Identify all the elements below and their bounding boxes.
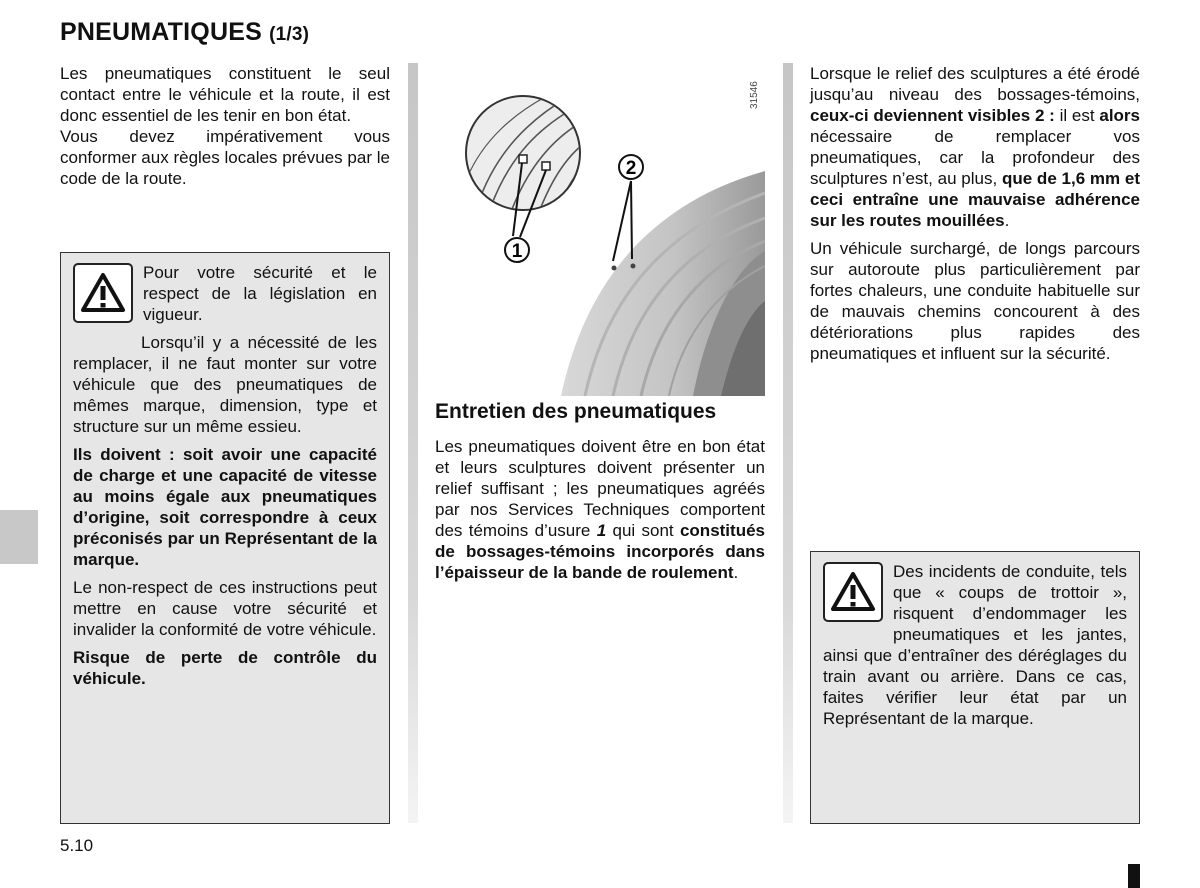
intro-paragraph-1: Les pneumatiques constituent le seul contact entre le véhicule et la route, il est donc essentiel de les tenir en bon état. [60, 64, 390, 125]
section-paragraph: Les pneumatiques doivent être en bon état et leurs sculptures doivent présenter un relief suffisant ; les pneumatiques agréés par nos Services Techniques comportent des témoins d’usure 1 qui sont constitués de bossages-témoins incorporés dans l’épaisseur de la bande de roulement. [435, 437, 765, 582]
callout-1-label: 1 [511, 241, 523, 262]
curb-warning-paragraph: Des incidents de conduite, tels que « coups de trottoir », risquent d’endommager les pneumatiques et les jantes, ainsi que d’entraîner des déréglages du train avant ou arrière. Dans ce cas, faites vérifier leur état par un Représentant de la marque. [823, 562, 1127, 728]
callout-2-label: 2 [625, 158, 637, 179]
safety-warning-box [60, 252, 390, 824]
page-title: PNEUMATIQUES (1/3) [60, 18, 310, 46]
illustration-reference: 31546 [749, 81, 760, 109]
column-separator-right [783, 63, 793, 823]
page-title-suffix: (1/3) [269, 24, 310, 45]
warning-paragraph-5: Risque de perte de contrôle du véhicule. [73, 648, 377, 688]
column-separator-left [408, 63, 418, 823]
wear-paragraph-1: Lorsque le relief des sculptures a été érodé jusqu’au niveau des bossages-témoins, ceux-ci deviennent visibles 2 : il est alors nécessaire de remplacer vos pneumatiques, car la profondeur des sculptures n’est, au plus, que de 1,6 mm et ceci entraîne une mauvaise adhérence sur les routes mouillées. [810, 64, 1141, 230]
wear-text [810, 63, 1140, 371]
section-text [435, 436, 765, 590]
wear-paragraph-2: Un véhicule surchargé, de longs parcours sur autoroute plus particulièrement par fortes chaleurs, une conduite habituelle sur de mauvais chemins concourent à des détériorations plus rapides des pneumatiques et influent sur la sécurité. [810, 239, 1140, 363]
tyre-wear-indicator-illustration [435, 63, 765, 396]
section-heading: Entretien des pneumatiques [435, 400, 717, 423]
intro-text [60, 63, 390, 196]
warning-paragraph-4: Le non-respect de ces instructions peut mettre en cause votre sécurité et invalider la conformité de votre véhicule. [73, 578, 377, 639]
page-number: 5.10 [60, 836, 94, 855]
chapter-tab [0, 510, 38, 564]
intro-paragraph-2: Vous devez impérativement vous conformer aux règles locales prévues par le code de la route. [60, 127, 390, 188]
warning-paragraph-3: Ils doivent : soit avoir une capacité de charge et une capacité de vitesse au moins égale aux pneumatiques d’origine, soit correspondre à ceux préconisés par un Représentant de la marque. [73, 445, 377, 569]
warning-triangle-icon [823, 562, 883, 622]
page-corner-mark [1128, 864, 1140, 888]
warning-triangle-icon [73, 263, 133, 323]
curb-warning-box [810, 551, 1140, 824]
warning-paragraph-2: Lorsqu’il y a nécessité de les remplacer, il ne faut monter sur votre véhicule que des pneumatiques de mêmes marque, dimension, type et structure sur un même essieu. [73, 333, 377, 436]
warning-paragraph-1: Pour votre sécurité et le respect de la législation en vigueur. [143, 263, 377, 324]
